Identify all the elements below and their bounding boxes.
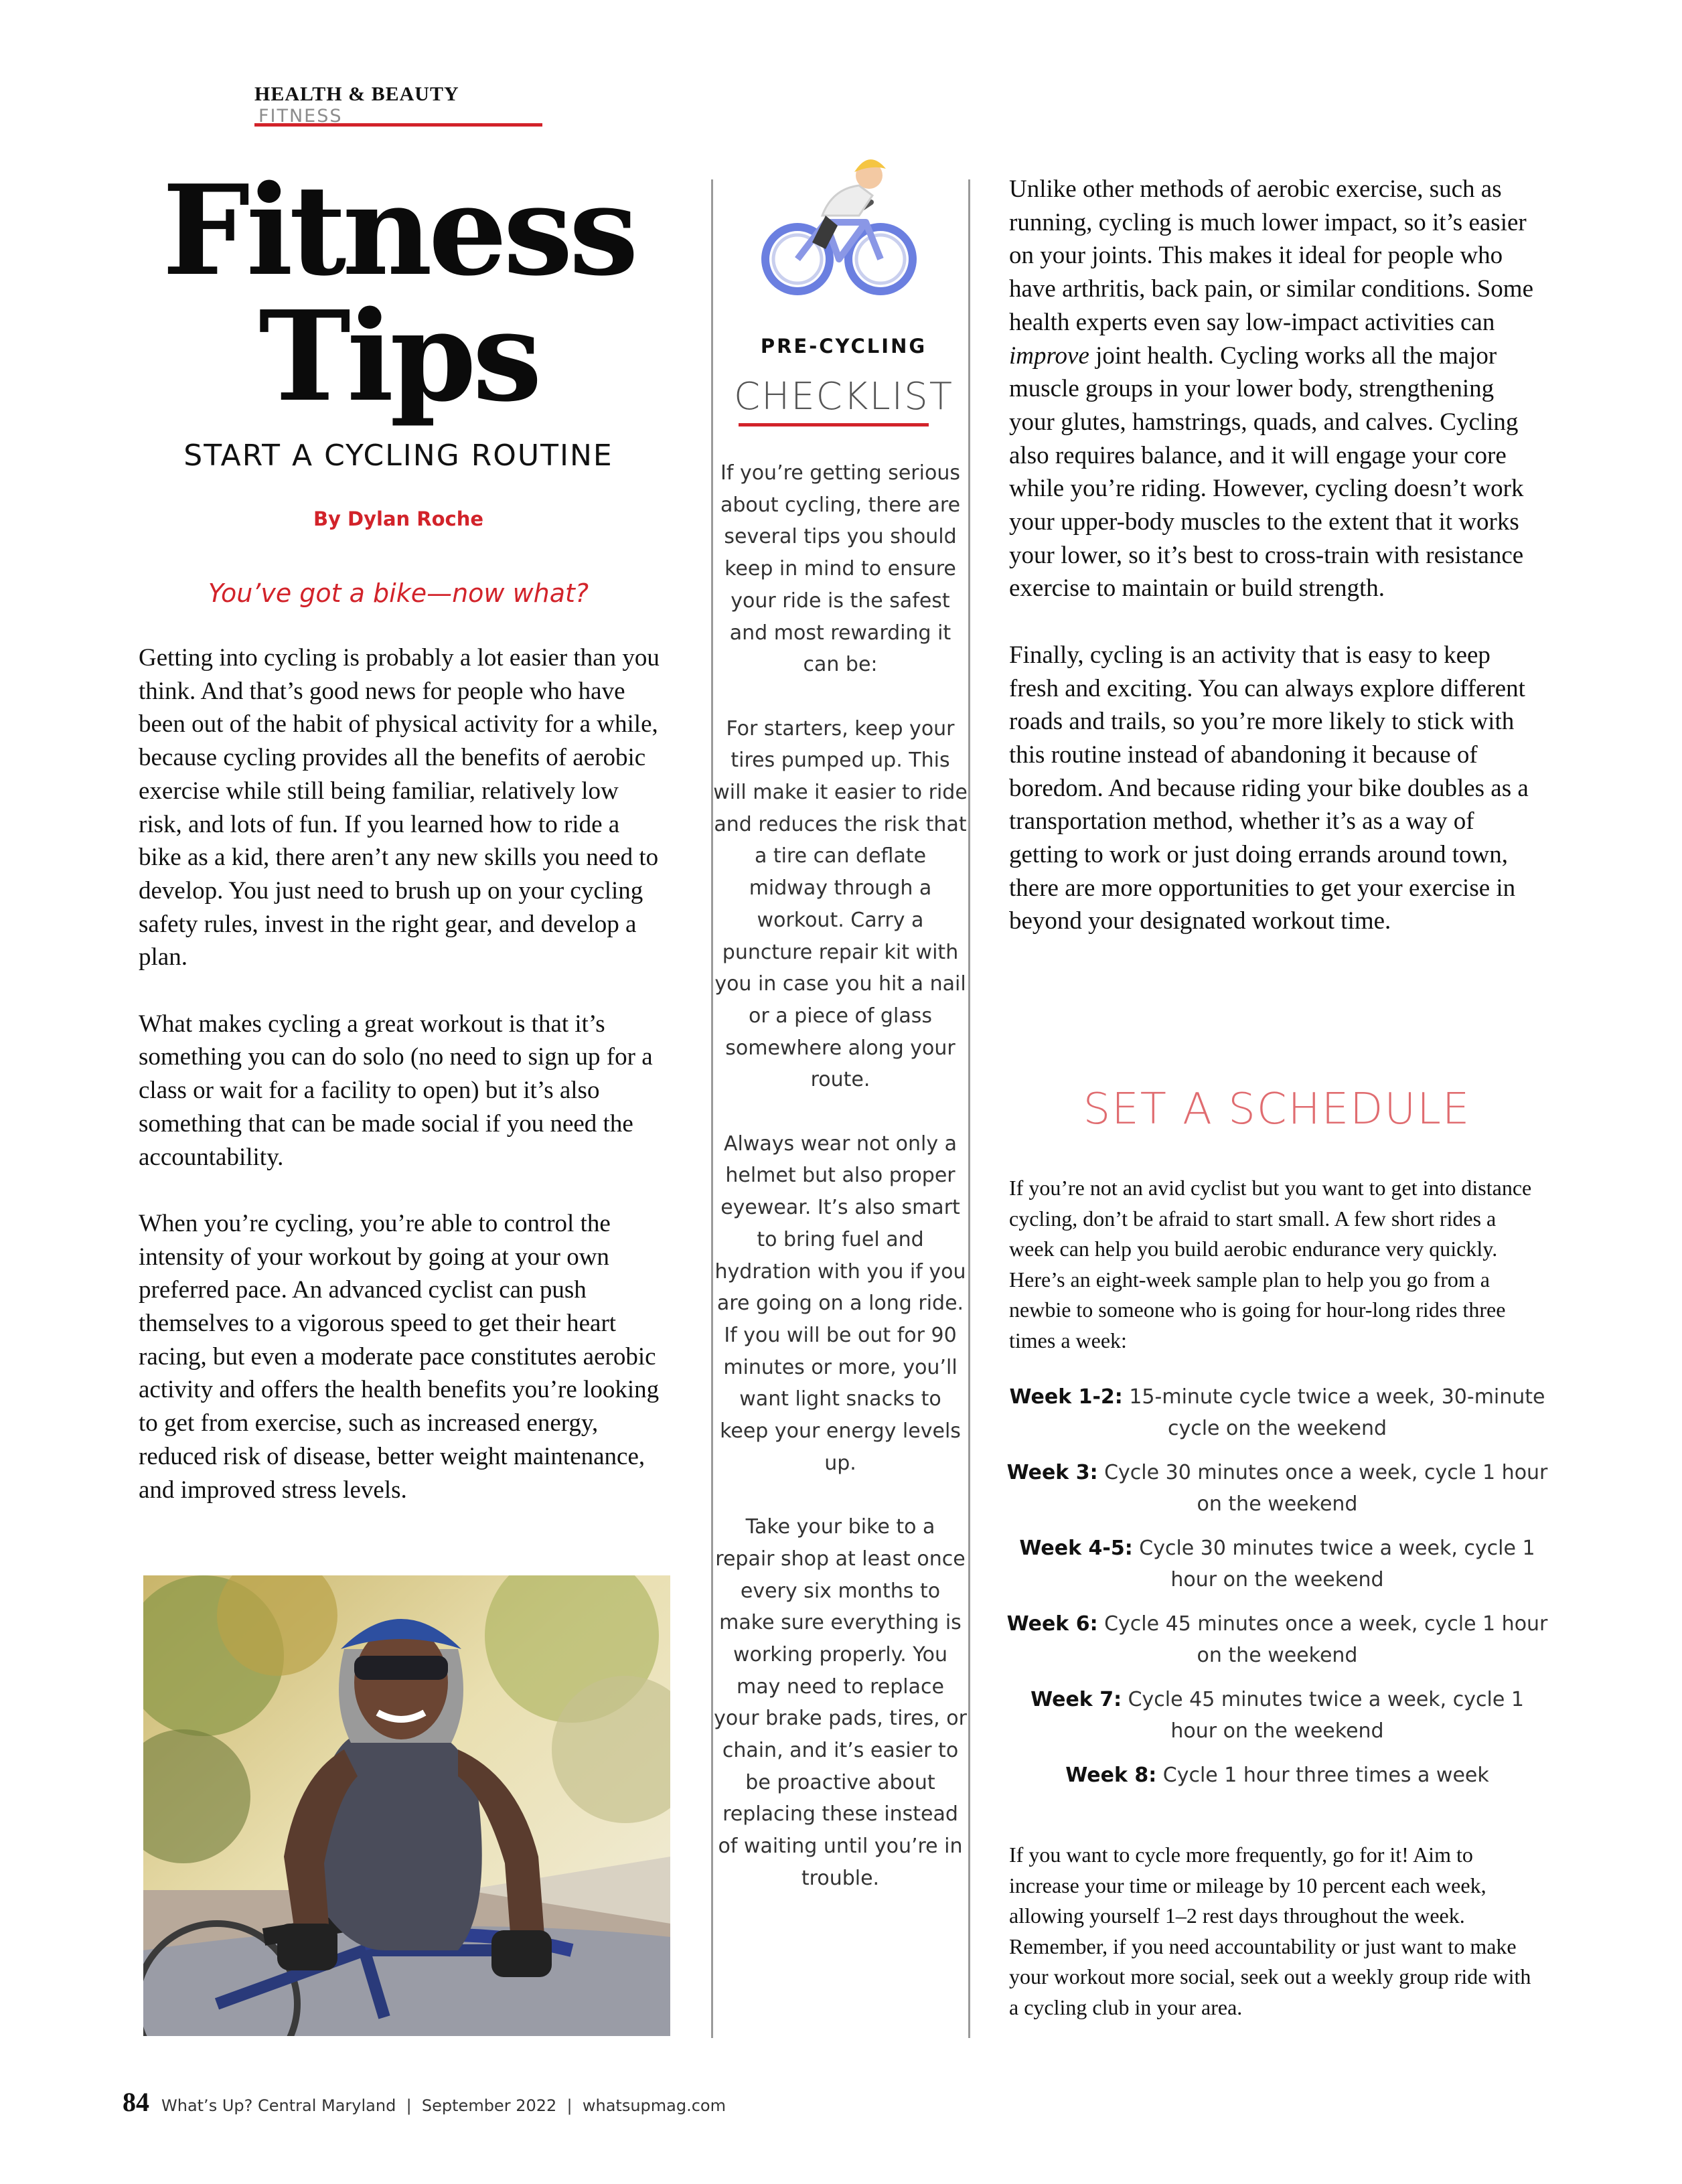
body-column-right	[1009, 173, 1545, 971]
byline: By Dylan Roche	[313, 508, 484, 530]
sidebar-body	[713, 457, 968, 1926]
week-text: Cycle 45 minutes once a week, cycle 1 hour on the weekend	[1104, 1612, 1548, 1667]
column-divider-right	[968, 179, 970, 2038]
week-label: Week 8:	[1065, 1764, 1157, 1787]
body-column-left	[139, 641, 668, 1540]
section-label: HEALTH & BEAUTY	[254, 83, 459, 105]
week-label: Week 4-5:	[1019, 1537, 1133, 1560]
cyclist-photo	[143, 1575, 670, 2036]
body-paragraph: Getting into cycling is probably a lot easier than you think. And that’s good news for people who have been out of the habit of physical activity for a while, because cycling provides all the benefits of aerobic exercise while still being familiar, relatively low risk, and lots of fun. If you learned how to ride a bike as a kid, there aren’t any new skills you need to develop. You just need to brush up on your cycling safety rules, invest in the right gear, and develop a plan.	[139, 644, 660, 971]
body-paragraph: When you’re cycling, you’re able to control the intensity of your workout by going at your own preferred pace. An advanced cyclist can push themselves to a vigorous speed to get their heart racing, but even a moderate pace constitutes aerobic activity and offers the health benefits you’re looking to get from exercise, such as increased energy, reduced risk of disease, better weight maintenance, and improved stress levels.	[139, 1209, 660, 1504]
emphasis-text: improve	[1009, 341, 1089, 370]
week-text: Cycle 30 minutes once a week, cycle 1 hour on the weekend	[1104, 1461, 1548, 1516]
week-text: Cycle 30 minutes twice a week, cycle 1 hour on the weekend	[1139, 1537, 1535, 1591]
schedule-week-item	[1004, 1608, 1550, 1671]
body-text: joint health. Cycling works all the major muscle groups in your lower body, strengthening your glutes, hamstrings, quads, and calves. Cycling also requires balance, and it will engage your core while you’re riding. However, cycling doesn’t work your upper-body muscles to the extent that it works your lower, so it’s best to cross-train with resistance exercise to maintain or build strength.	[1009, 341, 1524, 603]
title-line-1: Fitness	[162, 157, 635, 303]
schedule-week-item	[1004, 1457, 1550, 1520]
schedule-week-item	[1004, 1684, 1550, 1747]
week-label: Week 7:	[1030, 1688, 1122, 1711]
week-label: Week 3:	[1006, 1461, 1098, 1484]
article-title	[141, 157, 656, 429]
article-subtitle: START A CYCLING ROUTINE	[183, 439, 613, 473]
body-paragraph: Finally, cycling is an activity that is easy to keep fresh and exciting. You can always explore different roads and trails, so you’re more likely to stick with this routine instead of abandoning it because of boredom. And because riding your bike doubles as a transportation method, whether it’s as a way of getting to work or just doing errands around town, there are more opportunities to get your exercise in beyond your designated workout time.	[1009, 641, 1529, 935]
sidebar-paragraph: If you’re getting serious about cycling, there are several tips you should keep in mind to ensure your ride is the safest and most rewarding it can be:	[720, 461, 961, 677]
schedule-intro: If you’re not an avid cyclist but you want to get into distance cycling, don’t be afraid to start small. A few short rides a week can help you build aerobic endurance very quickly. Here’s an eight-week sample plan to help you go from a newbie to someone who is going for hour-long rides three times a week:	[1009, 1176, 1532, 1352]
sidebar-paragraph: Take your bike to a repair shop at least once every six months to make sure everything is working properly. You may need to replace your brake pads, tires, or chain, and it’s easier to be proactive about replacing these instead of waiting until you’re in trouble.	[714, 1515, 967, 1890]
week-text: Cycle 1 hour three times a week	[1162, 1764, 1489, 1787]
week-text: 15-minute cycle twice a week, 30-minute cycle on the weekend	[1129, 1385, 1545, 1440]
schedule-week-item	[1004, 1760, 1550, 1791]
week-label: Week 6:	[1006, 1612, 1098, 1636]
schedule-week-list	[1004, 1381, 1550, 1804]
body-paragraph	[1009, 173, 1545, 605]
sidebar-kicker: PRE-CYCLING	[760, 335, 927, 358]
sidebar-title-underline	[739, 423, 929, 426]
subsection-label: FITNESS	[258, 106, 343, 127]
page-number: 84	[123, 2087, 149, 2117]
schedule-closing: If you want to cycle more frequently, go for it! Aim to increase your time or mileage by 10 percent each week, allowing yourself 1–2 rest days throughout the week. Remember, if you need accountability or just want to make your workout more social, seek out a weekly group ride with a cycling club in your area.	[1009, 1843, 1531, 2019]
cyclist-icon	[759, 149, 919, 309]
week-text: Cycle 45 minutes twice a week, cycle 1 hour on the weekend	[1128, 1688, 1524, 1743]
week-label: Week 1-2:	[1009, 1385, 1123, 1409]
schedule-week-item	[1004, 1533, 1550, 1595]
sidebar-paragraph: Always wear not only a helmet but also proper eyewear. It’s also smart to bring fuel and hydration with you if you are going on a long ride. If you will be out for 90 minutes or more, you’ll want light snacks to keep your energy levels up.	[714, 1132, 966, 1475]
sidebar-paragraph: For starters, keep your tires pumped up. This will make it easier to ride and reduces the risk that a tire can deflate midway through a workout. Carry a puncture repair kit with you in case you hit a nail or a piece of glass somewhere along your route.	[713, 716, 968, 1092]
cyclist-photo-illustration	[143, 1575, 670, 2036]
body-text: Unlike other methods of aerobic exercise, such as running, cycling is much lower impact, so it’s easier on your joints. This makes it ideal for people who have arthritis, back pain, or similar conditions. Some health experts even say low-impact activities can	[1009, 175, 1533, 336]
footer-info: What’s Up? Central Maryland | September 2022 | whatsupmag.com	[161, 2096, 726, 2115]
body-paragraph: What makes cycling a great workout is that it’s something you can do solo (no need to sign up for a class or wait for a facility to open) but it’s also something that can be made social if you need the accountability.	[139, 1010, 653, 1171]
schedule-week-item	[1004, 1381, 1550, 1444]
page-footer	[123, 2086, 726, 2126]
deck: You’ve got a bike—now what?	[208, 578, 589, 608]
sidebar-title: CHECKLIST	[734, 375, 953, 418]
section-header	[254, 83, 542, 127]
title-line-2: Tips	[258, 283, 538, 429]
schedule-heading: SET A SCHEDULE	[1083, 1085, 1471, 1134]
